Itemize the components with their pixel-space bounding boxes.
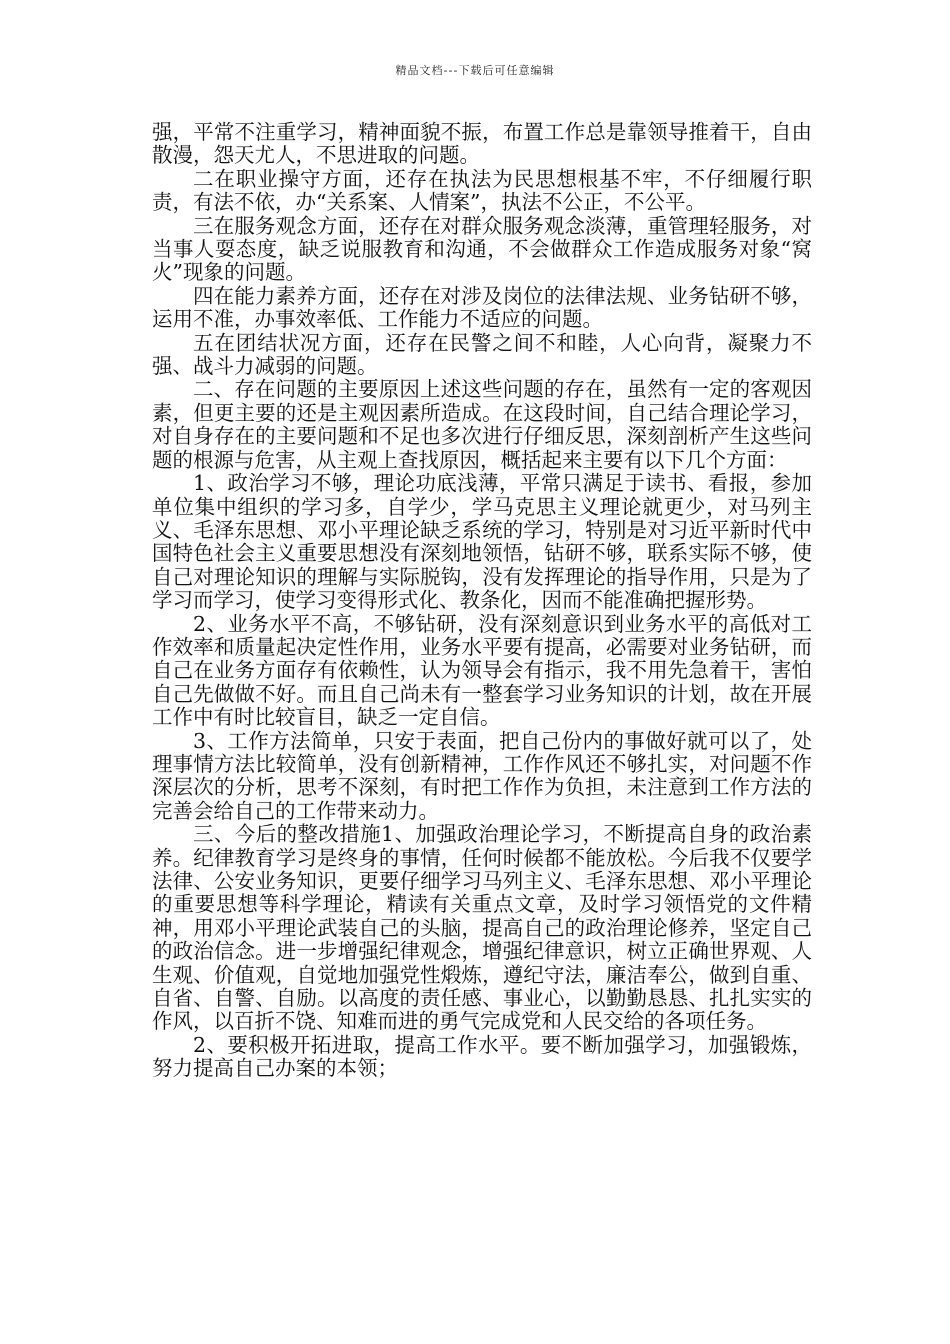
paragraph-cause-business-level: 2、业务水平不高，不够钻研，没有深刻意识到业务水平的高低对工作效率和质量起决定性作用，业务水平要有提高，必需要对业务钻研，而自己在业务方面存有依赖性，认为领导会有指示，我不用先急着干，害怕自己先做做不好。而且自己尚未有一整套学习业务知识的计划，故在开展工作中有时比较盲目，缺乏一定自信。 — [152, 611, 812, 730]
paragraph-ability: 四在能力素养方面，还存在对涉及岗位的法律法规、业务钻研不够，运用不准，办事效率低、工作能力不适应的问题。 — [152, 283, 812, 332]
paragraph-service-concept: 三在服务观念方面，还存在对群众服务观念淡薄，重管理轻服务，对当事人耍态度，缺乏说服教育和沟通，不会做群众工作造成服务对象“窝火”现象的问题。 — [152, 213, 812, 285]
running-header: 精品文档---下载后可任意编辑 — [395, 64, 555, 77]
paragraph-professional-ethics: 二在职业操守方面，还存在执法为民思想根基不牢，不仔细履行职责，有法不依，办“关系案、人情案”，执法不公正，不公平。 — [152, 166, 812, 215]
paragraph-section-three-rectification: 三、今后的整改措施1、加强政治理论学习，不断提高自身的政治素养。纪律教育学习是终身的事情，任何时候都不能放松。今后我不仅要学法律、公安业务知识，更要仔细学习马列主义、毛泽东思想、邓小平理论的重要思想等科学理论，精读有关重点文章，及时学习领悟党的文件精神，用邓小平理论武装自己的头脑，提高自己的政治理论修养，坚定自己的政治信念。进一步增强纪律观念，增强纪律意识，树立正确世界观、人生观、价值观，自觉地加强党性煅炼，遵纪守法，廉洁奉公，做到自重、自省、自警、自励。以高度的责任感、事业心，以勤勤恳恳、扎扎实实的作风，以百折不饶、知难而进的勇气完成党和人民交给的各项任务。 — [152, 822, 812, 1034]
paragraph-section-two-heading: 二、存在问题的主要原因上述这些问题的存在，虽然有一定的客观因素，但更主要的还是主观因素所造成。在这段时间，自己结合理论学习，对自身存在的主要问题和不足也多次进行仔细反思，深刻剖析产生这些问题的根源与危害，从主观上查找原因，概括起来主要有以下几个方面： — [152, 377, 812, 472]
paragraph-continuation: 强，平常不注重学习，精神面貌不振，布置工作总是靠领导推着干，自由散漫，怨天尤人，不思进取的问题。 — [152, 120, 812, 168]
paragraph-unity: 五在团结状况方面，还存在民警之间不和睦，人心向背，凝聚力不强、战斗力减弱的问题。 — [152, 330, 812, 379]
document-body — [152, 121, 812, 1081]
paragraph-cause-political-study: 1、政治学习不够，理论功底浅薄，平常只满足于读书、看报，参加单位集中组织的学习多，自学少，学马克思主义理论就更少，对马列主义、毛泽东思想、邓小平理论缺乏系统的学习，特别是对习近平新时代中国特色社会主义重要思想没有深刻地领悟，钻研不够，联系实际不够，使自己对理论知识的理解与实际脱钩，没有发挥理论的指导作用，只是为了学习而学习，使学习变得形式化、教条化，因而不能准确把握形势。 — [152, 471, 812, 613]
paragraph-cause-work-method: 3、工作方法简单，只安于表面，把自己份内的事做好就可以了，处理事情方法比较简单，没有创新精神，工作作风还不够扎实，对问题不作深层次的分析，思考不深刻，有时把工作作为负担，未注意到工作方法的完善会给自己的工作带来动力。 — [152, 728, 812, 823]
paragraph-measure-two: 2、要积极开拓进取，提高工作水平。要不断加强学习，加强锻炼，努力提高自己办案的本领； — [152, 1032, 812, 1081]
